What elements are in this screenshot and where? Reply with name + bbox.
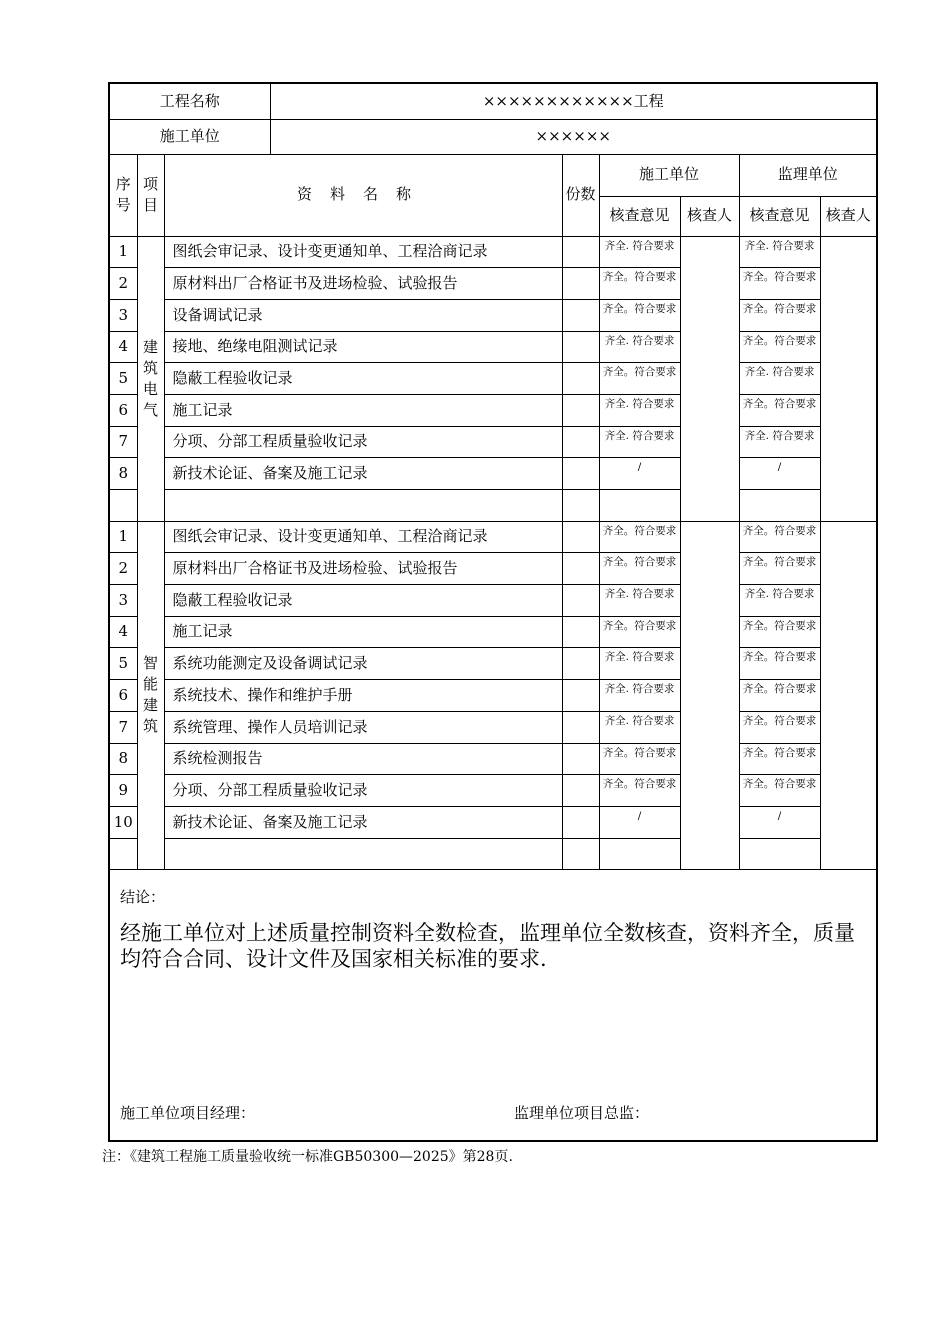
contractor-checker-cell (680, 521, 739, 870)
conclusion-section (110, 872, 876, 1140)
contractor-check-opinion: 齐全. 符合要求 (599, 585, 680, 617)
contractor-row (110, 119, 876, 154)
copies-cell (562, 711, 599, 743)
document-name: 分项、分部工程质量验收记录 (164, 426, 562, 458)
supervisor-check-opinion: 齐全. 符合要求 (739, 236, 820, 268)
table-row (110, 553, 876, 585)
row-number: 1 (110, 236, 137, 268)
supervisor-group-header: 监理单位 (739, 154, 876, 196)
table-row (110, 806, 876, 838)
table-row (110, 521, 876, 553)
document-name: 系统管理、操作人员培训记录 (164, 711, 562, 743)
seq-header: 序 号 (110, 154, 137, 236)
document-name: 分项、分部工程质量验收记录 (164, 775, 562, 807)
table-row (110, 394, 876, 426)
contractor-check-opinion: 齐全. 符合要求 (599, 711, 680, 743)
supervisor-check-opinion: / (739, 458, 820, 490)
supervisor-check-opinion: 齐全。符合要求 (739, 648, 820, 680)
contractor-check-opinion: 齐全. 符合要求 (599, 426, 680, 458)
contractor-check-opinion: 齐全. 符合要求 (599, 394, 680, 426)
quality-control-form (108, 82, 878, 1142)
supervisor-check-opinion: 齐全。符合要求 (739, 680, 820, 712)
contractor-check-opinion: 齐全。符合要求 (599, 775, 680, 807)
document-name: 原材料出厂合格证书及进场检验、试验报告 (164, 553, 562, 585)
contractor-checker-header: 核查人 (680, 196, 739, 236)
row-number: 7 (110, 711, 137, 743)
contractor-check-opinion: / (599, 806, 680, 838)
contractor-check-opinion: 齐全。符合要求 (599, 553, 680, 585)
copies-cell (562, 426, 599, 458)
copies-cell (562, 363, 599, 395)
table-row (110, 426, 876, 458)
copies-cell (562, 648, 599, 680)
table-row (110, 268, 876, 300)
supervisor-check-opinion: 齐全。符合要求 (739, 616, 820, 648)
supervisor-check-opinion: 齐全. 符合要求 (739, 363, 820, 395)
contractor-check-opinion: 齐全. 符合要求 (599, 648, 680, 680)
contractor-label: 施工单位 (110, 119, 270, 154)
copies-cell (562, 553, 599, 585)
copies-cell (562, 268, 599, 300)
contractor-check-opinion (599, 490, 680, 522)
section-name: 智 能 建 筑 (137, 521, 164, 870)
document-name: 图纸会审记录、设计变更通知单、工程洽商记录 (164, 521, 562, 553)
supervisor-check-opinion: 齐全。符合要求 (739, 743, 820, 775)
copies-cell (562, 521, 599, 553)
document-name (164, 490, 562, 522)
table-row (110, 775, 876, 807)
row-number: 6 (110, 394, 137, 426)
document-name: 原材料出厂合格证书及进场检验、试验报告 (164, 268, 562, 300)
copies-header: 份数 (562, 154, 599, 236)
contractor-value: ×××××× (270, 119, 876, 154)
supervisor-checker-header: 核查人 (820, 196, 876, 236)
row-number: 4 (110, 616, 137, 648)
copies-cell (562, 490, 599, 522)
copies-cell (562, 236, 599, 268)
row-number: 2 (110, 553, 137, 585)
table-row (110, 363, 876, 395)
doc-name-header: 资料名称 (164, 154, 562, 236)
document-name: 施工记录 (164, 394, 562, 426)
copies-cell (562, 616, 599, 648)
row-number: 2 (110, 268, 137, 300)
contractor-checker-cell (680, 236, 739, 521)
row-number: 8 (110, 743, 137, 775)
contractor-check-opinion: 齐全. 符合要求 (599, 680, 680, 712)
table-row (110, 299, 876, 331)
document-name: 设备调试记录 (164, 299, 562, 331)
chief-supervisor-signature: 监理单位项目总监： (514, 1104, 650, 1122)
section-name: 建 筑 电 气 (137, 236, 164, 521)
table-row (110, 331, 876, 363)
project-name-row (110, 84, 876, 119)
table-row (110, 743, 876, 775)
row-number: 8 (110, 458, 137, 490)
supervisor-check-opinion: 齐全。符合要求 (739, 299, 820, 331)
supervisor-check-opinion: 齐全. 符合要求 (739, 426, 820, 458)
supervisor-check-opinion: 齐全。符合要求 (739, 268, 820, 300)
supervisor-check-opinion: 齐全。符合要求 (739, 331, 820, 363)
row-number (110, 838, 137, 870)
table-row (110, 490, 876, 522)
table-row (110, 585, 876, 617)
table-row (110, 616, 876, 648)
table-row (110, 458, 876, 490)
conclusion-text: 经施工单位对上述质量控制资料全数检查，监理单位全数核查，资料齐全，质量均符合合同、设计文件及国家相关标准的要求. (120, 921, 855, 971)
document-name: 施工记录 (164, 616, 562, 648)
contractor-check-opinion: 齐全。符合要求 (599, 743, 680, 775)
row-number: 3 (110, 299, 137, 331)
row-number: 6 (110, 680, 137, 712)
contractor-check-opinion: 齐全. 符合要求 (599, 236, 680, 268)
document-name: 新技术论证、备案及施工记录 (164, 458, 562, 490)
supervisor-checker-cell (820, 521, 876, 870)
contractor-check-opinion (599, 838, 680, 870)
copies-cell (562, 743, 599, 775)
table-row (110, 648, 876, 680)
project-name-value: ××××××××××××工程 (270, 84, 876, 119)
table-row (110, 838, 876, 870)
contractor-check-opinion-header: 核查意见 (599, 196, 680, 236)
contractor-manager-signature: 施工单位项目经理： (120, 1104, 256, 1122)
supervisor-check-opinion: / (739, 806, 820, 838)
supervisor-check-opinion: 齐全。符合要求 (739, 521, 820, 553)
document-name: 图纸会审记录、设计变更通知单、工程洽商记录 (164, 236, 562, 268)
copies-cell (562, 806, 599, 838)
column-header-row-1 (110, 154, 876, 196)
project-name-label: 工程名称 (110, 84, 270, 119)
records-table (110, 84, 876, 870)
supervisor-check-opinion (739, 490, 820, 522)
contractor-check-opinion: 齐全。符合要求 (599, 299, 680, 331)
supervisor-check-opinion-header: 核查意见 (739, 196, 820, 236)
contractor-check-opinion: 齐全。符合要求 (599, 521, 680, 553)
row-number: 10 (110, 806, 137, 838)
row-number: 4 (110, 331, 137, 363)
contractor-check-opinion: / (599, 458, 680, 490)
row-number: 5 (110, 363, 137, 395)
contractor-group-header: 施工单位 (599, 154, 739, 196)
contractor-check-opinion: 齐全. 符合要求 (599, 331, 680, 363)
row-number: 9 (110, 775, 137, 807)
row-number: 1 (110, 521, 137, 553)
supervisor-check-opinion (739, 838, 820, 870)
item-header: 项 目 (137, 154, 164, 236)
table-row (110, 236, 876, 268)
document-name: 系统技术、操作和维护手册 (164, 680, 562, 712)
copies-cell (562, 299, 599, 331)
document-name (164, 838, 562, 870)
supervisor-check-opinion: 齐全. 符合要求 (739, 585, 820, 617)
row-number: 7 (110, 426, 137, 458)
copies-cell (562, 331, 599, 363)
copies-cell (562, 458, 599, 490)
supervisor-checker-cell (820, 236, 876, 521)
copies-cell (562, 680, 599, 712)
row-number (110, 490, 137, 522)
document-name: 隐蔽工程验收记录 (164, 585, 562, 617)
document-name: 新技术论证、备案及施工记录 (164, 806, 562, 838)
supervisor-check-opinion: 齐全。符合要求 (739, 775, 820, 807)
table-row (110, 680, 876, 712)
contractor-check-opinion: 齐全。符合要求 (599, 268, 680, 300)
copies-cell (562, 394, 599, 426)
document-name: 系统检测报告 (164, 743, 562, 775)
document-name: 系统功能测定及设备调试记录 (164, 648, 562, 680)
contractor-check-opinion: 齐全。符合要求 (599, 616, 680, 648)
copies-cell (562, 585, 599, 617)
document-name: 隐蔽工程验收记录 (164, 363, 562, 395)
table-row (110, 711, 876, 743)
copies-cell (562, 775, 599, 807)
supervisor-check-opinion: 齐全。符合要求 (739, 711, 820, 743)
contractor-check-opinion: 齐全。符合要求 (599, 363, 680, 395)
footnote: 注：《建筑工程施工质量验收统一标准GB50300—2025》第28页. (102, 1149, 513, 1165)
supervisor-check-opinion: 齐全。符合要求 (739, 553, 820, 585)
row-number: 5 (110, 648, 137, 680)
row-number: 3 (110, 585, 137, 617)
copies-cell (562, 838, 599, 870)
document-name: 接地、绝缘电阻测试记录 (164, 331, 562, 363)
conclusion-label: 结论： (120, 888, 166, 906)
supervisor-check-opinion: 齐全。符合要求 (739, 394, 820, 426)
